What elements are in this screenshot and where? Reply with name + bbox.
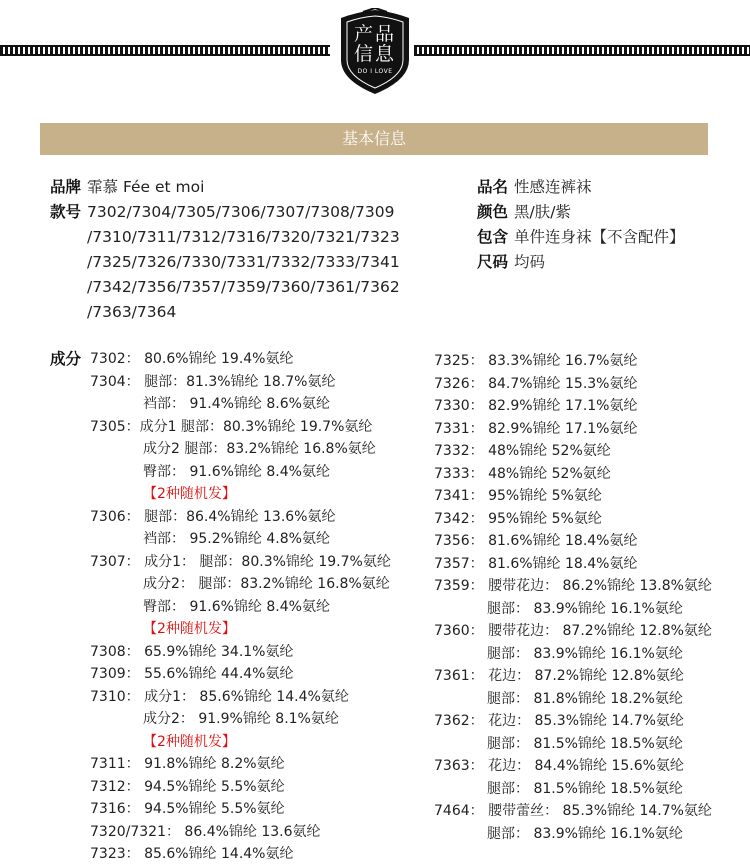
composition-line: 腿部： 81.5%锦纶 18.5%氨纶	[487, 780, 683, 797]
random-ship-note: 【2种随机发】	[143, 733, 236, 750]
header-stripe-right	[414, 45, 750, 56]
model-line: /7363/7364	[87, 303, 177, 321]
badge-line-2: 信息	[353, 43, 396, 65]
badge-title	[337, 24, 413, 64]
composition-line: 7342： 95%锦纶 5%氨纶	[434, 510, 602, 527]
section-title-bar: 基本信息	[40, 123, 708, 155]
name-value: 性感连裤袜	[514, 178, 592, 196]
include-row	[477, 225, 737, 250]
name-label: 品名	[477, 178, 509, 196]
composition-line: 成分2： 91.9%锦纶 8.1%氨纶	[143, 711, 339, 727]
composition-line: 腿部： 83.9%锦纶 16.1%氨纶	[487, 645, 683, 662]
model-label: 款号	[50, 203, 82, 221]
composition-label: 成分	[50, 350, 82, 368]
composition-line: 7302： 80.6%锦纶 19.4%氨纶	[90, 351, 294, 367]
composition-line: 7310： 成分1： 85.6%锦纶 14.4%氨纶	[90, 688, 349, 705]
composition-line: 裆部： 91.4%锦纶 8.6%氨纶	[143, 396, 330, 412]
basic-info-left	[50, 175, 430, 325]
composition-line: 7333： 48%锦纶 52%氨纶	[434, 465, 611, 482]
composition-line: 7464： 腰带蕾丝： 85.3%锦纶 14.7%氨纶	[434, 803, 712, 819]
composition-line: 7331： 82.9%锦纶 17.1%氨纶	[434, 420, 638, 437]
name-row	[477, 175, 737, 200]
size-label: 尺码	[477, 253, 509, 271]
composition-line: 7304： 腿部：81.3%锦纶 18.7%氨纶	[90, 373, 336, 390]
brand-row	[50, 175, 430, 200]
composition-line: 成分2 腿部：83.2%锦纶 16.8%氨纶	[143, 441, 376, 457]
basic-info-right	[477, 175, 737, 275]
composition-line: 裆部： 95.2%锦纶 4.8%氨纶	[143, 531, 330, 547]
composition-left	[50, 348, 391, 866]
composition-line: 7326： 84.7%锦纶 15.3%氨纶	[434, 375, 638, 392]
composition-line: 7341： 95%锦纶 5%氨纶	[434, 488, 602, 504]
composition-line: 7362： 花边： 85.3%锦纶 14.7%氨纶	[434, 713, 684, 729]
composition-line: 7356： 81.6%锦纶 18.4%氨纶	[434, 533, 638, 549]
include-value: 单件连身袜【不含配件】	[514, 228, 685, 246]
composition-line: 7311： 91.8%锦纶 8.2%氨纶	[90, 756, 285, 772]
composition-line: 7361： 花边： 87.2%锦纶 12.8%氨纶	[434, 668, 684, 684]
composition-list-right	[434, 350, 712, 845]
composition-line: 7306： 腿部：86.4%锦纶 13.6%氨纶	[90, 508, 336, 525]
composition-line: 7360： 腰带花边： 87.2%锦纶 12.8%氨纶	[434, 623, 712, 639]
model-row	[50, 200, 430, 325]
brand-label: 品牌	[50, 178, 82, 196]
header-stripe-left	[0, 45, 330, 56]
composition-line: 7363： 花边： 84.4%锦纶 15.6%氨纶	[434, 758, 684, 774]
composition-line: 7312： 94.5%锦纶 5.5%氨纶	[90, 778, 285, 795]
model-line: 7302/7304/7305/7306/7307/7308/7309	[87, 203, 395, 221]
size-value: 均码	[514, 253, 546, 271]
composition-line: 腿部： 83.9%锦纶 16.1%氨纶	[487, 600, 683, 617]
composition-list-left	[50, 348, 391, 866]
color-value: 黑/肤/紫	[514, 203, 571, 221]
model-values	[87, 200, 400, 325]
composition-line: 7359： 腰带花边： 86.2%锦纶 13.8%氨纶	[434, 578, 712, 594]
badge-subtitle: DO I LOVE	[357, 68, 393, 75]
composition-line: 7316： 94.5%锦纶 5.5%氨纶	[90, 801, 285, 817]
model-line: /7325/7326/7330/7331/7332/7333/7341	[87, 253, 400, 271]
composition-line: 7307： 成分1： 腿部：80.3%锦纶 19.7%氨纶	[90, 553, 391, 570]
composition-line: 7323： 85.6%锦纶 14.4%氨纶	[90, 846, 294, 862]
composition-line: 腿部： 81.5%锦纶 18.5%氨纶	[487, 735, 683, 752]
composition-line: 7305：成分1 腿部：80.3%锦纶 19.7%氨纶	[90, 418, 373, 435]
composition-line: 7332： 48%锦纶 52%氨纶	[434, 443, 611, 459]
composition-line: 7325： 83.3%锦纶 16.7%氨纶	[434, 353, 638, 369]
random-ship-note: 【2种随机发】	[143, 486, 236, 502]
brand-value: 霏慕 Fée et moi	[87, 178, 205, 196]
composition-line: 臀部： 91.6%锦纶 8.4%氨纶	[143, 463, 330, 480]
composition-line: 7357： 81.6%锦纶 18.4%氨纶	[434, 555, 638, 572]
size-row	[477, 250, 737, 275]
composition-right	[434, 350, 712, 845]
composition-line: 成分2： 腿部：83.2%锦纶 16.8%氨纶	[143, 576, 390, 592]
color-label: 颜色	[477, 203, 509, 221]
random-ship-note: 【2种随机发】	[143, 621, 236, 637]
badge-line-1: 产品	[353, 23, 396, 45]
composition-line: 腿部： 81.8%锦纶 18.2%氨纶	[487, 690, 683, 707]
composition-line: 7320/7321： 86.4%锦纶 13.6氨纶	[90, 823, 321, 840]
composition-line: 臀部： 91.6%锦纶 8.4%氨纶	[143, 598, 330, 615]
model-line: /7342/7356/7357/7359/7360/7361/7362	[87, 278, 400, 296]
include-label: 包含	[477, 228, 509, 246]
color-row	[477, 200, 737, 225]
composition-line: 7330： 82.9%锦纶 17.1%氨纶	[434, 398, 638, 414]
composition-line: 腿部： 83.9%锦纶 16.1%氨纶	[487, 825, 683, 842]
composition-line: 7309： 55.6%锦纶 44.4%氨纶	[90, 666, 294, 682]
model-line: /7310/7311/7312/7316/7320/7321/7323	[87, 228, 400, 246]
composition-line: 7308： 65.9%锦纶 34.1%氨纶	[90, 643, 294, 660]
